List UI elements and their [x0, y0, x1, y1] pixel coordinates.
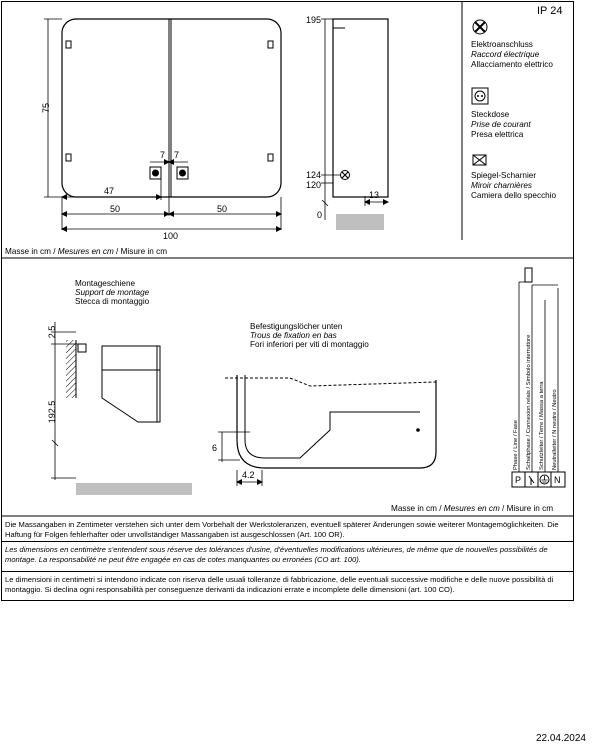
- dim-120: 120: [306, 180, 322, 190]
- dim-7-left: 7: [160, 150, 166, 160]
- wire-switched: Schaltphase / Connexion relais / Simbolo interruttore: [526, 334, 532, 470]
- dim-124: 124: [306, 170, 322, 180]
- front-dimensions: [44, 19, 281, 230]
- fixing-label-fr: Trous de fixation en bas: [250, 331, 337, 340]
- units-label-bottom: Masse in cm / Mesures en cm / Misure in cm: [391, 504, 554, 513]
- base-outline-inner: [245, 375, 420, 458]
- note-french: Les dimensions en centimètre s'entendent sous réserve des tolérances d'usine, d'éventuelles modifications ultérieures, de même que de nouvelles possibilités de montage. La responsabilité ne peut être engagée en cas de cotes manquantes ou erronées (CO art. 100).: [1, 541, 574, 571]
- electrical-connection-icon: [473, 20, 487, 34]
- dim-6: 6: [212, 443, 218, 453]
- mounting-label-fr: Support de montage: [75, 288, 150, 297]
- mounting-label-it: Stecca di montaggio: [75, 297, 150, 306]
- dim-7-right: 7: [174, 150, 180, 160]
- legend-electro-fr: Raccord électrique: [471, 50, 540, 59]
- dim-50-right: 50: [217, 204, 228, 214]
- dim-height-75: 75: [41, 102, 51, 114]
- dim-100: 100: [163, 231, 179, 241]
- dim-0: 0: [317, 210, 323, 220]
- dim-47: 47: [104, 186, 115, 196]
- legend-electro-de: Elektroanschluss: [471, 40, 533, 49]
- cabinet-side-mount: [102, 346, 160, 422]
- note-italian: Le dimensioni in centimetri si intendono indicate con riserva delle usuali tolleranze di fabbricazione, delle eventuali successive modifiche e delle nuove possibilità di montaggio. Si declina ogni responsabilità per conseguenze derivanti da indicazioni errate e incomplete delle dimensioni (art. 100 CO).: [1, 571, 574, 599]
- legend-socket-it: Presa elettrica: [471, 130, 524, 139]
- wall-hatch: [66, 340, 76, 398]
- fixing-holes-view: [212, 322, 436, 486]
- dim-192-5: 192.5: [47, 400, 57, 424]
- terminal-p: P: [515, 475, 522, 485]
- fixing-label-it: Fori inferiori per viti di montaggio: [250, 340, 369, 349]
- document-date: 22.04.2024: [535, 733, 586, 744]
- dim-50-left: 50: [110, 204, 121, 214]
- switch-symbol-icon: [529, 476, 534, 485]
- front-view: [41, 19, 281, 241]
- mounting-label-de: Montageschiene: [75, 279, 136, 288]
- rail-clip: [78, 344, 86, 352]
- floor-shadow-mount: [76, 483, 192, 495]
- wire-neutral: Neutralleiter / N neutre / Neutro: [552, 389, 558, 470]
- dim-2-5: 2.5: [47, 325, 57, 339]
- wire-earth: Schutzleiter / Terre / Massa a terra: [539, 381, 545, 470]
- ip-rating: IP 24: [537, 5, 563, 17]
- dim-195: 195: [306, 15, 322, 25]
- wire-phase: Phase / Line / Fase: [513, 420, 519, 470]
- legend-hinge-fr: Miroir charnières: [471, 181, 532, 190]
- terminal-n: N: [554, 475, 561, 485]
- legend-electro-it: Allacciamento elettrico: [471, 60, 553, 69]
- dim-13: 13: [369, 190, 380, 200]
- fixing-label-de: Befestigungslöcher unten: [250, 322, 343, 331]
- side-outline: [333, 19, 388, 197]
- mounting-rail-view: [47, 279, 192, 495]
- disclaimer-notes: [1, 517, 574, 599]
- side-view: [306, 15, 388, 230]
- power-socket-icon: [472, 88, 488, 104]
- mirror-hinge-icon: [473, 155, 486, 165]
- legend-socket-fr: Prise de courant: [471, 120, 531, 129]
- earth-symbol-icon: [540, 475, 549, 484]
- legend-hinge-de: Spiegel-Scharnier: [471, 171, 537, 180]
- floor-shadow: [336, 214, 384, 230]
- legend-socket-de: Steckdose: [471, 110, 510, 119]
- units-label-top: Masse in cm / Mesures en cm / Misure in cm: [5, 247, 168, 256]
- base-outline-outer: [237, 375, 436, 468]
- legend-hinge-it: Camiera dello specchio: [471, 191, 557, 200]
- legend: [471, 20, 557, 200]
- note-german: Die Massangaben in Zentimeter verstehen sich unter dem Vorbehalt der Werkstoleranzen, eventuell späterer Änderungen sowie weiterer Montagemöglichkeiten. Die Haftung für Folgen fehlerhafter oder unvollständiger Massangaben ist ausgeschlossen (Art. 100 OR).: [5, 520, 559, 539]
- wiring-diagram: [512, 268, 565, 487]
- dim-4-2: 4.2: [242, 470, 255, 480]
